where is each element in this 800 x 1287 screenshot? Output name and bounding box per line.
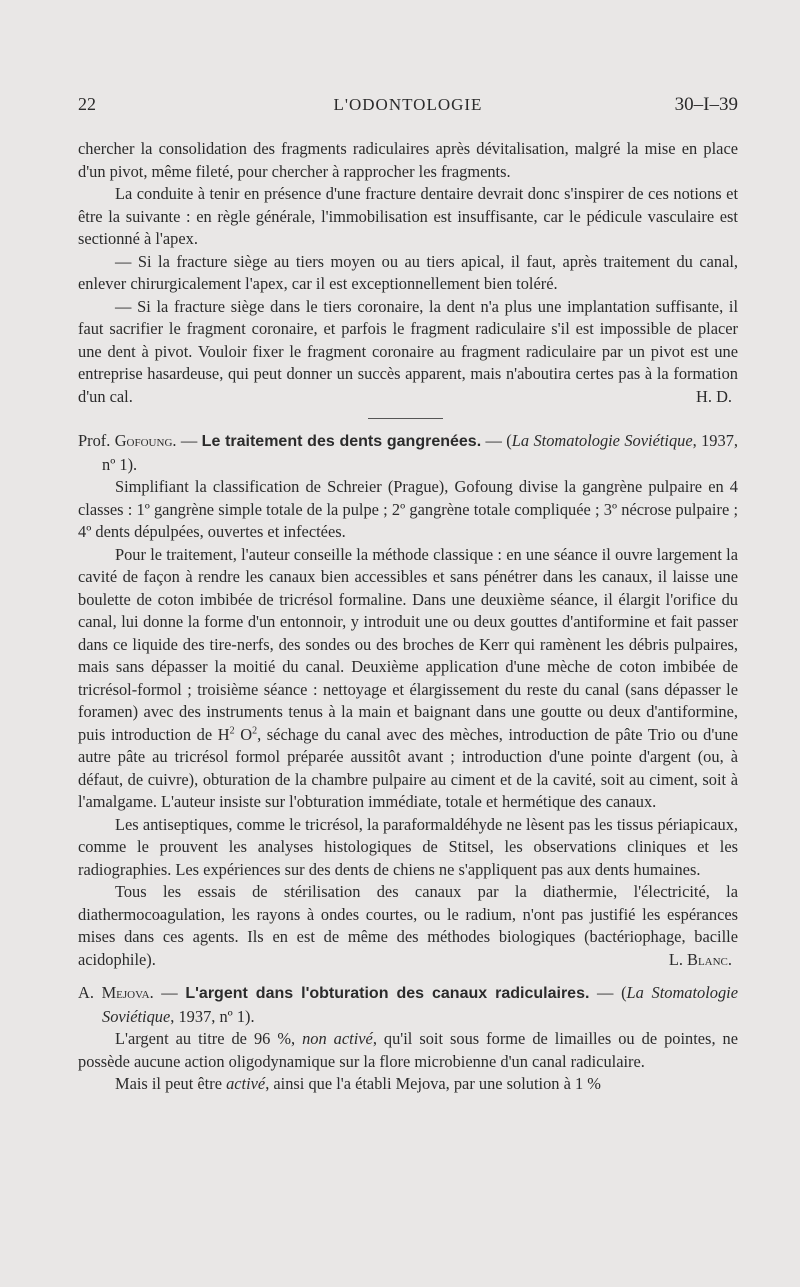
paragraph-text: — Si la fracture siège dans le tiers coronaire, la dent n'a plus une implantation suffisante, il faut sacrifier le fragment coronaire, et parfois le fragment radiculaire s'il est impossible de placer une dent à pivot. Vouloir fixer le fragment coronaire au fragment radiculaire par un pivot est une entreprise hasardeuse, qui peut donner un succès apparent, mais n'aboutira certes pas à la formation d'un cal.	[78, 296, 738, 406]
emphasis: non activé	[302, 1029, 373, 1048]
paragraph-text: Pour le traitement, l'auteur conseille la méthode classique : en une séance il ouvre largement la cavité de façon à rendre les canaux bien accessibles et sans pénétrer dans les canaux, il laisse une boulette de coton imbibée de tricrésol formaline. Dans une deuxième séance, il élargit l'orifice du canal, lui donne la forme d'un entonnoir, y introduit une ou deux gouttes d'antiformine et fait passer dans ce liquide des tire-nerfs, des sondes ou des broches de Kerr qui ramènent les débris pulpaires, mais sans dépasser la moitié du canal. Deuxième application d'une mèche de coton imbibée de tricrésol-formol ; troisième séance : nettoyage et élargissement du reste du canal (sans dépasser le foramen) avec des instruments tenus à la main et baignant dans une goutte ou deux d'antiformine, puis introduction de H	[78, 544, 738, 744]
article-heading	[78, 430, 738, 476]
paragraph: Les antiseptiques, comme le tricrésol, la paraformaldéhyde ne lèsent pas les tissus périapicaux, comme le prouvent les analyses histologiques de Stitsel, les observations cliniques et les radiographies. Les expériences sur des dents de chiens ne s'appliquent pas aux dents humaines.	[78, 814, 738, 879]
author-prefix: A.	[78, 983, 102, 1002]
issue-date: 30–I–39	[674, 94, 738, 115]
separator-rule	[368, 418, 443, 419]
paragraph	[78, 544, 738, 814]
source-reference: , 1937, nº 1).	[102, 431, 738, 474]
paragraph-text: , qu'il soit sous forme de limailles ou de pointes, ne possède aucune action oligodynamique sur la flore microbienne d'un canal radiculaire.	[78, 1029, 739, 1071]
page-number: 22	[78, 94, 96, 114]
author-name: Gofoung	[114, 431, 173, 450]
author-name: Mejova	[101, 983, 150, 1002]
paragraph-text: , séchage du canal avec des mèches, introduction de pâte Trio ou d'une autre pâte au tricrésol formol préparée aussitôt avant ; introduction d'une pointe d'argent (ou, à défaut, de cuivre), obturation de la chambre pulpaire au ciment et de la cavité, soit au ciment, soit à l'amalgame. L'auteur insiste sur l'obturation immédiate, totale et hermétique des canaux.	[78, 724, 738, 811]
emphasis: activé	[226, 1074, 266, 1093]
heading-separator: — (	[589, 983, 627, 1002]
paragraph: — Si la fracture siège au tiers moyen ou au tiers apical, il faut, après traitement du canal, enlever chirurgicalement l'apex, car il est exceptionnellement bien toléré.	[78, 251, 738, 293]
source-reference: , 1937, nº 1).	[170, 1006, 255, 1026]
running-header	[78, 94, 738, 120]
paragraph: Simplifiant la classification de Schreier (Prague), Gofoung divise la gangrène pulpaire en 4 classes : 1º gangrène simple totale de la pulpe ; 2º gangrène totale compliquée ; 3º nécrose pulpaire ; 4º dents dépulpées, ouvertes et infectées.	[78, 477, 738, 541]
paragraph	[78, 1073, 738, 1096]
signature: H. D.	[696, 386, 732, 406]
article-heading	[78, 982, 738, 1028]
paragraph	[78, 296, 738, 409]
superscript: 2	[229, 725, 235, 737]
signature: L. Blanc.	[668, 949, 732, 969]
paragraph-text: O	[234, 724, 253, 744]
superscript: 2	[252, 725, 258, 737]
source-journal: La Stomatologie Soviétique	[102, 983, 738, 1026]
paragraph-text: , ainsi que l'a établi Mejova, par une solution à 1 %	[265, 1074, 601, 1093]
heading-separator: . —	[149, 983, 186, 1002]
heading-separator: — (	[481, 431, 512, 450]
paragraph: La conduite à tenir en présence d'une fracture dentaire devrait donc s'inspirer de ces notions et être la suivante : en règle générale, l'immobilisation est insuffisante, car le pédicule vasculaire est sectionné à l'apex.	[78, 184, 738, 248]
text-body	[78, 138, 738, 1096]
paragraph: chercher la consolidation des fragments radiculaires après dévitalisation, malgré la mise en place d'un pivot, même fileté, pour chercher à rapprocher les fragments.	[78, 139, 738, 181]
paragraph	[78, 881, 738, 971]
paragraph-text: L'argent au titre de 96 %,	[115, 1029, 303, 1048]
source-journal: La Stomatologie Soviétique	[511, 431, 693, 450]
paragraph-text: Mais il peut être	[115, 1074, 227, 1093]
article-title: L'argent dans l'obturation des canaux radiculaires.	[185, 985, 590, 1002]
paragraph	[78, 1028, 738, 1073]
paragraph-text: Tous les essais de stérilisation des canaux par la diathermie, l'électricité, la diathermocoagulation, les rayons à ondes courtes, ou le radium, n'ont pas justifié les espérances mises dans ces agents. Ils en est de même des méthodes biologiques (bactériophage, bacille acidophile).	[78, 882, 738, 969]
heading-separator: . —	[172, 431, 202, 450]
article-title: Le traitement des dents gangrenées.	[201, 433, 482, 450]
journal-title: L'ODONTOLOGIE	[333, 95, 483, 114]
author-prefix: Prof.	[78, 431, 115, 450]
